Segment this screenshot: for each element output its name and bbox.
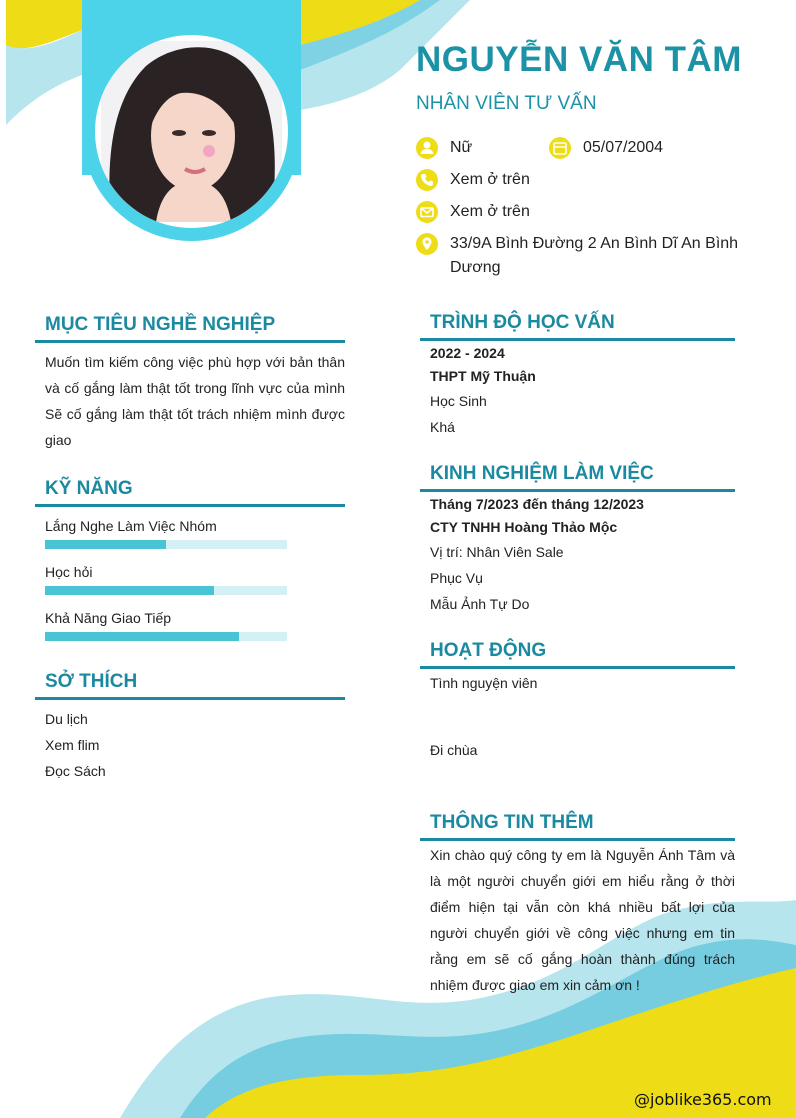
education-role: Học Sinh bbox=[430, 393, 487, 409]
experience-period: Tháng 7/2023 đến tháng 12/2023 bbox=[430, 496, 644, 512]
address-value: 33/9A Bình Đường 2 An Bình Dĩ An Bình Dương bbox=[450, 235, 739, 276]
experience-position: Vị trí: Nhân Viên Sale bbox=[430, 544, 564, 560]
skill-bar bbox=[45, 540, 287, 549]
additional-info-divider bbox=[420, 838, 735, 841]
skill-label: Học hỏi bbox=[45, 564, 93, 580]
additional-info-heading: THÔNG TIN THÊM bbox=[430, 812, 594, 833]
education-period: 2022 - 2024 bbox=[430, 345, 505, 361]
activities-heading: HOẠT ĐỘNG bbox=[430, 640, 547, 661]
additional-info-text: Xin chào quý công ty em là Nguyễn Ánh Tâm và là một người chuyển giới em hiểu rằng ở thời điểm hiện tại vẫn còn khá nhiều bất lợi của người chuyển giới về công việc nhưng em tin rằng em sẽ cố gắng hoàn thành đúng trách nhiệm được giao em xin cảm ơn ! bbox=[430, 847, 735, 993]
objective-divider bbox=[35, 340, 345, 343]
activities-divider bbox=[420, 666, 735, 669]
education-heading: TRÌNH ĐỘ HỌC VẤN bbox=[430, 312, 615, 333]
education-divider bbox=[420, 338, 735, 341]
skill-bar bbox=[45, 586, 287, 595]
experience-company: CTY TNHH Hoàng Thảo Mộc bbox=[430, 519, 618, 535]
education-school: THPT Mỹ Thuận bbox=[430, 368, 536, 384]
avatar-portrait bbox=[101, 41, 282, 222]
gender-value: Nữ bbox=[450, 139, 473, 156]
candidate-name: NGUYỄN VĂN TÂM bbox=[416, 40, 742, 79]
hobby-item: Xem flim bbox=[45, 737, 100, 753]
experience-duty: Phục Vụ bbox=[430, 570, 483, 586]
phone-value: Xem ở trên bbox=[450, 171, 530, 188]
hobby-item: Du lịch bbox=[45, 711, 88, 727]
user-icon bbox=[416, 137, 438, 159]
skill-label: Khả Năng Giao Tiếp bbox=[45, 610, 172, 626]
profile-photo bbox=[95, 35, 288, 228]
email-icon bbox=[416, 201, 438, 223]
phone-icon bbox=[416, 169, 438, 191]
birthdate-value: 05/07/2004 bbox=[583, 139, 664, 156]
objective-text: Muốn tìm kiếm công việc phù hợp với bản thân và cố gắng làm thật tốt trong lĩnh vực của mình Sẽ cố gắng làm thật tốt trách nhiệm mình được giao bbox=[45, 354, 345, 448]
hobbies-heading: SỞ THÍCH bbox=[45, 671, 138, 692]
skills-divider bbox=[35, 504, 345, 507]
hobbies-divider bbox=[35, 697, 345, 700]
objective-heading: MỤC TIÊU NGHỀ NGHIỆP bbox=[45, 314, 276, 335]
job-title: NHÂN VIÊN TƯ VẤN bbox=[416, 93, 597, 114]
skill-bar bbox=[45, 632, 287, 641]
experience-duty: Mẫu Ảnh Tự Do bbox=[430, 596, 530, 612]
footer-watermark: @joblike365.com bbox=[634, 1090, 772, 1109]
activity-item: Đi chùa bbox=[430, 742, 478, 758]
activity-item: Tình nguyện viên bbox=[430, 675, 538, 691]
location-icon bbox=[416, 233, 438, 255]
calendar-icon bbox=[549, 137, 571, 159]
skills-heading: KỸ NĂNG bbox=[45, 478, 133, 499]
skill-label: Lắng Nghe Làm Việc Nhóm bbox=[45, 518, 217, 534]
hobby-item: Đọc Sách bbox=[45, 763, 106, 779]
skill-bar-fill bbox=[45, 586, 214, 595]
experience-heading: KINH NGHIỆM LÀM VIỆC bbox=[430, 463, 654, 484]
skill-bar-fill bbox=[45, 632, 239, 641]
email-value: Xem ở trên bbox=[450, 203, 530, 220]
experience-divider bbox=[420, 489, 735, 492]
skill-bar-fill bbox=[45, 540, 166, 549]
education-grade: Khá bbox=[430, 419, 455, 435]
